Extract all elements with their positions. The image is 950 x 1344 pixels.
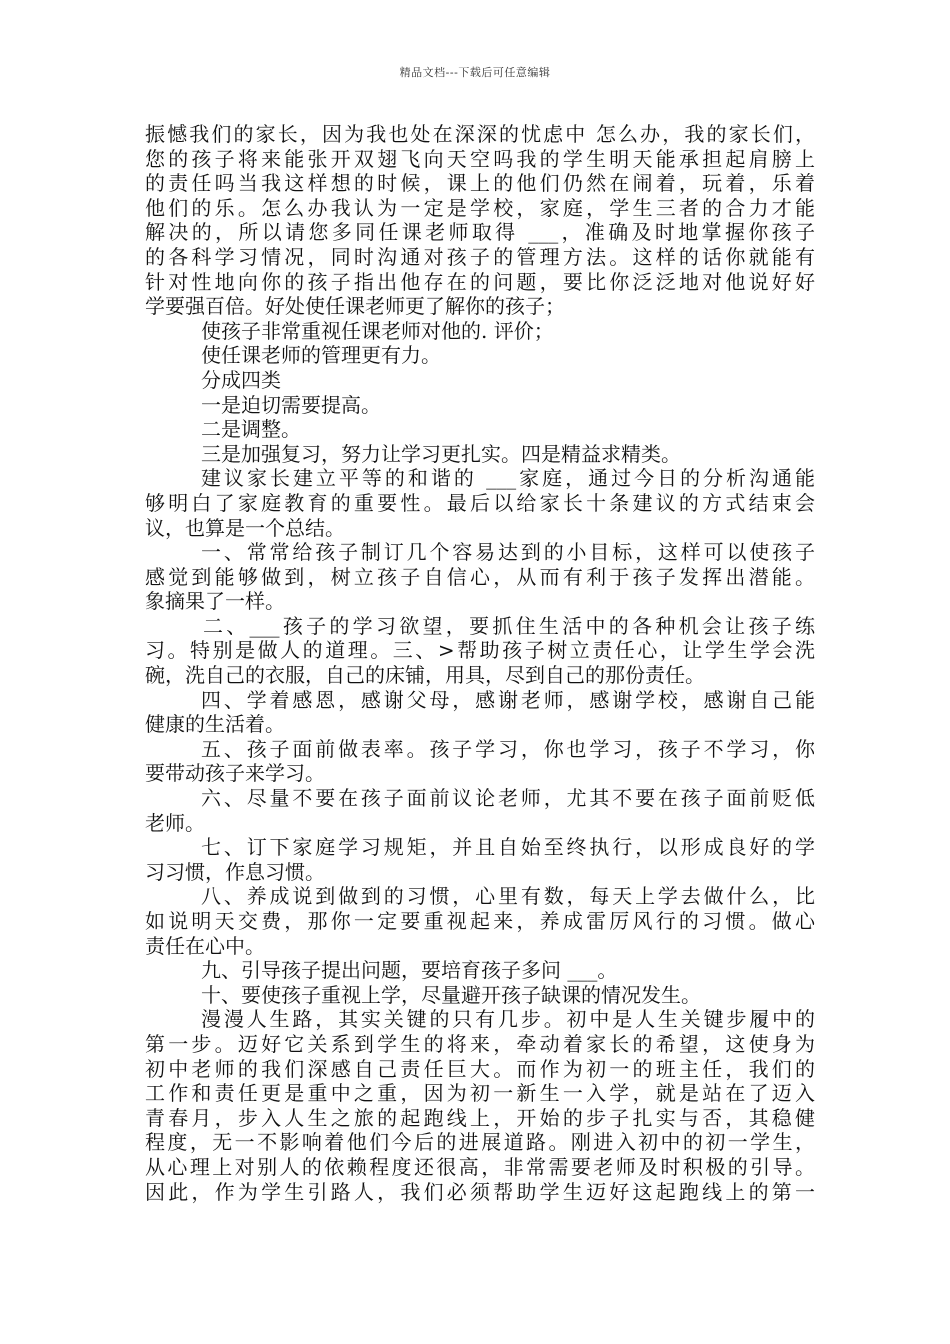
text-line: 从心理上对别人的依赖程度还很高，非常需要老师及时积极的引导。 <box>145 1154 815 1179</box>
text-line: 够明白了家庭教育的重要性。最后以给家长十条建议的方式结束会 <box>145 490 815 515</box>
text-line: 青春月，步入人生之旅的起跑线上，开始的步子扎实与否，其稳健 <box>145 1105 815 1130</box>
text-line: 习习惯，作息习惯。 <box>145 859 325 884</box>
text-line: 要带动孩子来学习。 <box>145 761 325 786</box>
text-line: 四、学着感恩，感谢父母，感谢老师，感谢学校，感谢自己能 <box>201 687 815 712</box>
text-line: 五、孩子面前做表率。孩子学习，你也学习，孩子不学习，你 <box>201 736 815 761</box>
text-line: 二是调整。 <box>201 417 301 442</box>
text-line: 使孩子非常重视任课老师对他的. 评价； <box>201 318 554 343</box>
text-line: 使任课老师的管理更有力。 <box>201 343 441 368</box>
text-line: 二、___孩子的学习欲望，要抓住生活中的各种机会让孩子练 <box>203 613 815 638</box>
text-line: 责任在心中。 <box>145 933 265 958</box>
text-line: 感觉到能够做到，树立孩子自信心，从而有利于孩子发挥出潜能。 <box>145 564 815 589</box>
page-header: 精品文档---下载后可任意编辑 <box>399 66 551 79</box>
text-line: 振憾我们的家长，因为我也处在深深的忧虑中 怎么办，我的家长们， <box>145 122 815 146</box>
text-line: 分成四类 <box>201 367 281 392</box>
text-line: 三是加强复习，努力让学习更扎实。四是精益求精类。 <box>201 441 681 466</box>
text-line: 的各科学习情况，同时沟通对孩子的管理方法。这样的话你就能有 <box>145 244 815 269</box>
text-line: 议，也算是一个总结。 <box>145 515 345 540</box>
text-line: 八、养成说到做到的习惯，心里有数，每天上学去做什么，比 <box>201 884 815 909</box>
text-line: 初中老师的我们深感自己责任巨大。而作为初一的班主任，我们的 <box>145 1056 815 1081</box>
text-line: 六、尽量不要在孩子面前议论老师，尤其不要在孩子面前贬低 <box>201 786 815 811</box>
text-line: 漫漫人生路，其实关键的只有几步。初中是人生关键步履中的 <box>201 1007 815 1032</box>
text-line: 七、订下家庭学习规矩，并且自始至终执行，以形成良好的学 <box>201 835 815 860</box>
text-line: 碗，洗自己的衣服，自己的床铺，用具，尽到自己的那份责任。 <box>145 663 705 688</box>
text-line: 学要强百倍。好处使任课老师更了解你的孩子； <box>145 294 565 319</box>
text-line: 解决的，所以请您多同任课老师取得 ___，准确及时地掌握你孩子 <box>145 220 815 245</box>
text-line: 的责任吗当我这样想的时候，课上的他们仍然在闹着，玩着，乐着 <box>145 171 815 196</box>
text-line: 针对性地向你的孩子指出他存在的问题，要比你泛泛地对他说好好 <box>145 269 815 294</box>
text-line: 老师。 <box>145 810 205 835</box>
document-body <box>145 122 815 1204</box>
text-line: 程度，无一不影响着他们今后的进展道路。刚进入初中的初一学生， <box>145 1130 815 1155</box>
text-line: 十、要使孩子重视上学，尽量避开孩子缺课的情况发生。 <box>201 982 701 1007</box>
text-line: 习。特别是做人的道理。三、>帮助孩子树立责任心，让学生学会洗 <box>145 638 815 663</box>
text-line: 一是迫切需要提高。 <box>201 392 381 417</box>
text-line: 第一步。迈好它关系到学生的将来，牵动着家长的希望，这使身为 <box>145 1031 815 1056</box>
text-line: 健康的生活着。 <box>145 712 285 737</box>
text-line: 您的孩子将来能张开双翅飞向天空吗我的学生明天能承担起肩膀上 <box>145 146 815 171</box>
text-line: 一、常常给孩子制订几个容易达到的小目标，这样可以使孩子 <box>201 540 815 565</box>
text-line: 如说明天交费，那你一定要重视起来，养成雷厉风行的习惯。做心 <box>145 909 815 933</box>
text-line: 因此，作为学生引路人，我们必须帮助学生迈好这起跑线上的第一 <box>145 1179 815 1204</box>
text-line: 建议家长建立平等的和谐的 ___家庭，通过今日的分析沟通能 <box>201 466 815 491</box>
text-line: 他们的乐。怎么办我认为一定是学校，家庭，学生三者的合力才能 <box>145 195 815 220</box>
text-line: 工作和责任更是重中之重，因为初一新生一入学，就是站在了迈入 <box>145 1081 815 1106</box>
text-line: 九、引导孩子提出问题，要培育孩子多问 ___。 <box>201 958 618 983</box>
text-line: 象摘果了一样。 <box>145 589 285 614</box>
